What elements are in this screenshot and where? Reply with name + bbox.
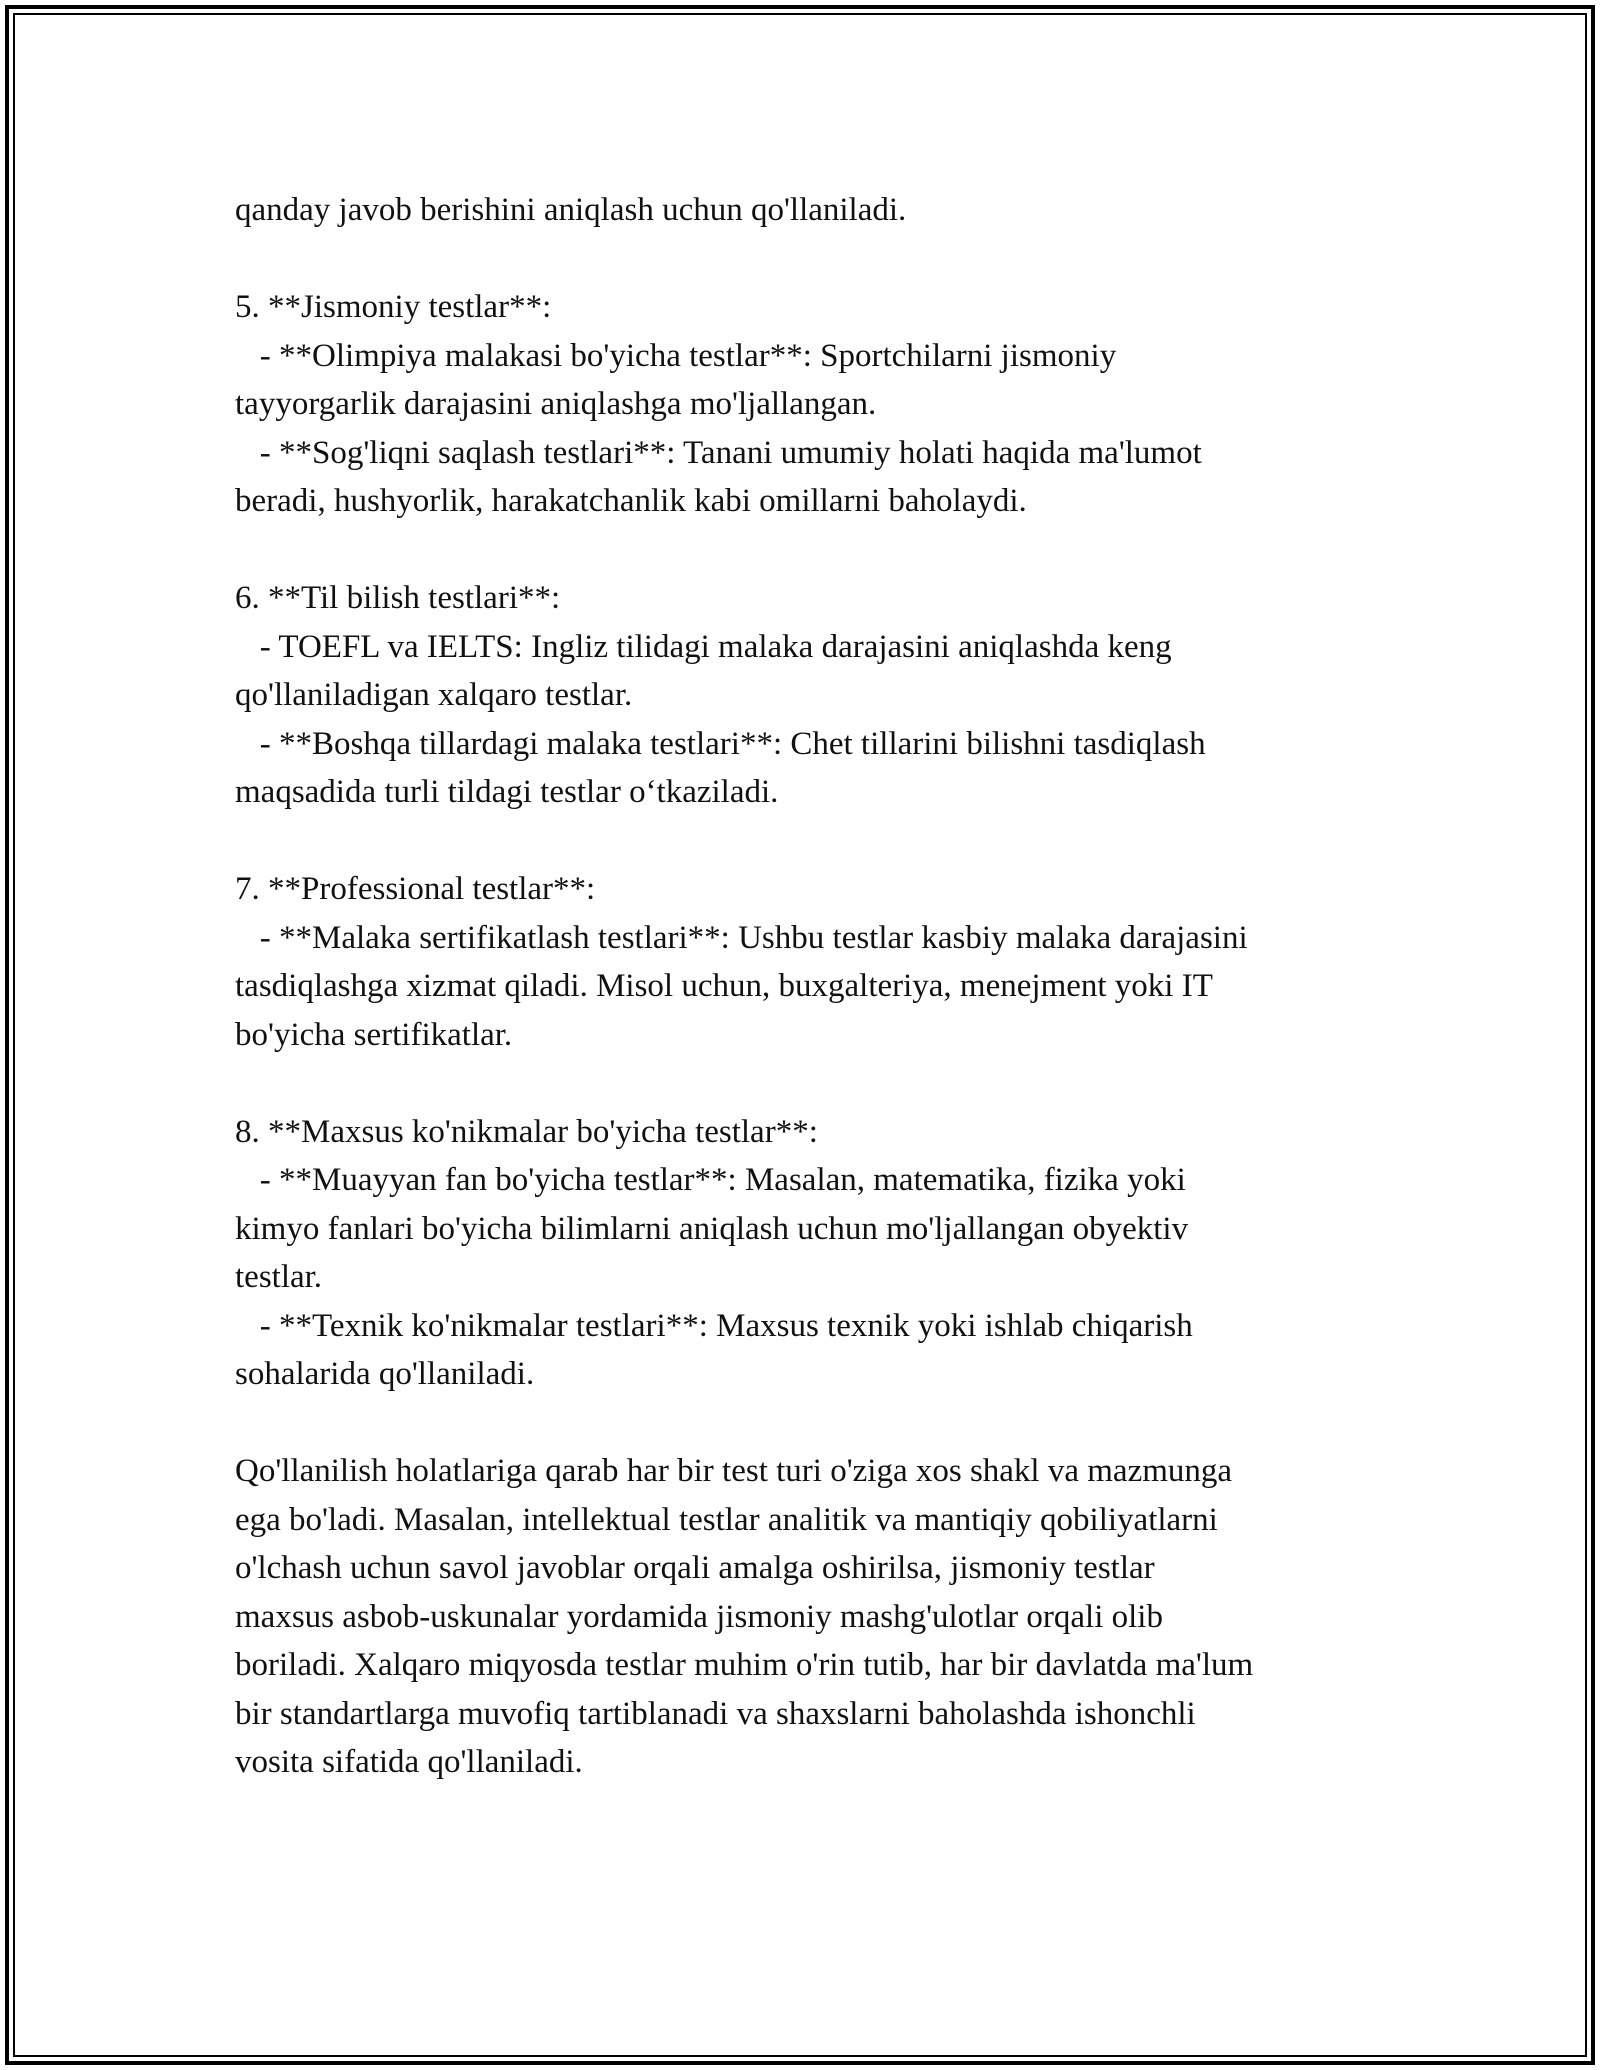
section-heading: 6. **Til bilish testlari**: bbox=[235, 580, 561, 616]
text-line: maqsadida turli tildagi testlar o‘tkaziladi. bbox=[235, 774, 779, 810]
section-heading: 5. **Jismoniy testlar**: bbox=[235, 289, 552, 325]
text-line: bo'yicha sertifikatlar. bbox=[235, 1016, 513, 1053]
text-line: tayyorgarlik darajasini aniqlashga mo'ljallangan. bbox=[235, 386, 877, 422]
blank-line bbox=[235, 1399, 1395, 1448]
section-heading: 7. **Professional testlar**: bbox=[235, 871, 596, 907]
text-line: qanday javob berishini aniqlash uchun qo'llaniladi. bbox=[235, 192, 907, 228]
paragraph-line: Qo'llanilish holatlariga qarab har bir test turi o'ziga xos shakl va mazmunga bbox=[235, 1453, 1233, 1489]
paragraph-line: bir standartlarga muvofiq tartiblanadi va shaxslarni baholashda ishonchli bbox=[235, 1695, 1196, 1732]
blank-line bbox=[235, 235, 1395, 284]
list-item-line: - **Sog'liqni saqlash testlari**: Tanani umumiy holati haqida ma'lumot bbox=[235, 434, 1202, 471]
document-body bbox=[235, 186, 1395, 1787]
paragraph-line: o'lchash uchun savol javoblar orqali amalga oshirilsa, jismoniy testlar bbox=[235, 1550, 1155, 1586]
section-heading: 8. **Maxsus ko'nikmalar bo'yicha testlar**: bbox=[235, 1113, 818, 1150]
text-line: testlar. bbox=[235, 1259, 323, 1295]
list-item-line: - **Boshqa tillardagi malaka testlari**: Chet tillarini bilishni tasdiqlash bbox=[235, 725, 1206, 762]
text-line: sohalarida qo'llaniladi. bbox=[235, 1356, 535, 1392]
text-line: kimyo fanlari bo'yicha bilimlarni aniqlash uchun mo'ljallangan obyektiv bbox=[235, 1210, 1189, 1247]
blank-line bbox=[235, 526, 1395, 575]
blank-line bbox=[235, 817, 1395, 866]
text-line: tasdiqlashga xizmat qiladi. Misol uchun, buxgalteriya, menejment yoki IT bbox=[235, 968, 1213, 1004]
paragraph-line: maxsus asbob-uskunalar yordamida jismoniy mashg'ulotlar orqali olib bbox=[235, 1598, 1163, 1635]
list-item-line: - TOEFL va IELTS: Ingliz tilidagi malaka darajasini aniqlashda keng bbox=[235, 628, 1172, 665]
list-item-line: - **Texnik ko'nikmalar testlari**: Maxsus texnik yoki ishlab chiqarish bbox=[235, 1307, 1193, 1344]
paragraph-line: boriladi. Xalqaro miqyosda testlar muhim o'rin tutib, har bir davlatda ma'lum bbox=[235, 1647, 1254, 1683]
paragraph-line: vosita sifatida qo'llaniladi. bbox=[235, 1744, 583, 1780]
blank-line bbox=[235, 1059, 1395, 1108]
list-item-line: - **Malaka sertifikatlash testlari**: Ushbu testlar kasbiy malaka darajasini bbox=[235, 919, 1248, 956]
text-line: qo'llaniladigan xalqaro testlar. bbox=[235, 677, 633, 713]
list-item-line: - **Muayyan fan bo'yicha testlar**: Masalan, matematika, fizika yoki bbox=[235, 1162, 1186, 1198]
list-item-line: - **Olimpiya malakasi bo'yicha testlar**: Sportchilarni jismoniy bbox=[235, 337, 1117, 374]
paragraph-line: ega bo'ladi. Masalan, intellektual testlar analitik va mantiqiy qobiliyatlarni bbox=[235, 1501, 1218, 1538]
text-line: beradi, hushyorlik, harakatchanlik kabi omillarni baholaydi. bbox=[235, 483, 1027, 519]
